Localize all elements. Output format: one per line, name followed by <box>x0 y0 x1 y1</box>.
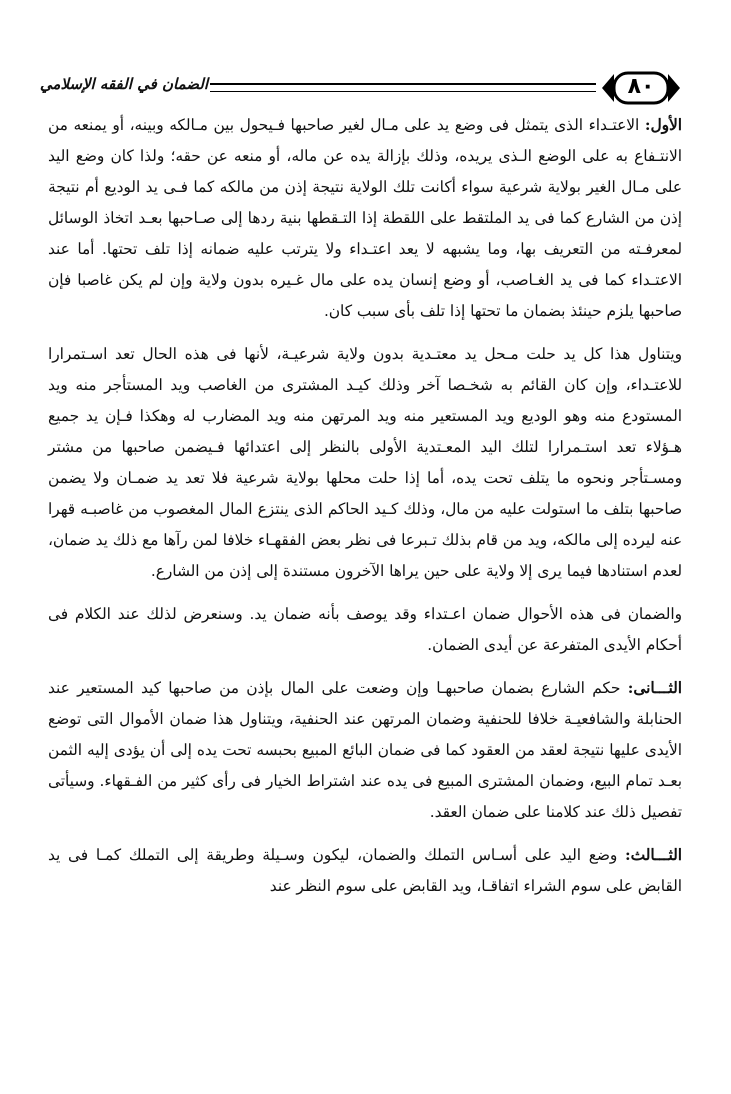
paragraph-text: حكم الشارع بضمان صاحبهـا وإن وضعت على المال بإذن من صاحبها كيد المستعير عند الحنابلة والشافعيـة خلافا للحنفية وضمان المرتهن عند الحنفية، ويتناول هذا ضمان الأموال التى توضع الأيدى عليها نتيجة لعقد من العقود كما فى ضمان البائع المبيع بحبسه تحت يده إلى أن يؤدى إليه الثمن بعـد تمام البيع، وضمان المشترى المبيع فى يده عند اشتراط الخيار فى رأى كثير من الفـقهاء. وسيأتى تفصيل ذلك عند كلامنا على ضمان العقد. <box>48 679 682 821</box>
paragraph-lead: الأول: <box>644 116 682 134</box>
paragraph-text: والضمان فى هذه الأحوال ضمان اعـتداء وقد يوصف بأنه ضمان يد. وسنعرض لذلك عند الكلام فى أحكام الأيدى المتفرعة عن أيدى الضمان. <box>48 605 682 654</box>
paragraph-text: وضع اليد على أسـاس التملك والضمان، ليكون وسـيلة وطريقة إلى التملك كمـا فى يد القابض على سوم الشراء اتفاقـا، ويد القابض على سوم النظر عند <box>48 846 682 895</box>
page-number: ٨٠ <box>627 74 655 99</box>
paragraph-second <box>48 339 682 587</box>
paragraph-third <box>48 599 682 661</box>
paragraph-text: ويتناول هذا كل يد حلت مـحل يد معتـدية بدون ولاية شرعيـة، لأنها فى هذه الحال تعد اسـتمرارا للاعتـداء، وإن كان القائم به شخـصا آخر وذلك كيـد المشترى من الغاصب ويد المستأجر منه ويد المستودع منه وهو الوديع ويد المستعير منه ويد المرتهن منه ويد المضارب له وهكذا فـإن يد جميع هـؤلاء تعد استـمرارا لتلك اليد المعـتدية الأولى بالنظر إلى اعتدائها فـيضمن صاحبها من مشتر ومسـتأجر ونحوه ما يتلف تحت يده، أما إذا حلت محلها بولاية شرعية فلا تعد يد ضمـان ولا يضمن صاحبها بتلف ما استولت عليه من مال، وذلك كـيد الحاكم الذى ينتزع المال المغصوب من غاصبـه قهرا عنه ليرده إلى مالكه، ويد من قام بذلك تـبرعا فى نظر بعض الفقهـاء خلافا لمن رآها مع ذلك يد ضمان، لعدم استنادها فيما يرى إلا ولاية على حين يراها الآخرون مستندة إلى إذن من الشارع. <box>48 345 682 580</box>
paragraph-lead: الثـــالث: <box>625 846 682 864</box>
running-title: الضمان في الفقه الإسلامي <box>39 75 208 93</box>
body-text <box>48 110 682 902</box>
header-rule <box>210 83 596 92</box>
paragraph-lead: الثـــانى: <box>627 679 682 697</box>
page-number-frame <box>600 70 682 106</box>
paragraph-fifth <box>48 840 682 902</box>
paragraph-fourth <box>48 673 682 828</box>
paragraph-first <box>48 110 682 327</box>
paragraph-text: الاعتـداء الذى يتمثل فى وضع يد على مـال لغير صاحبها فـيحول بين مـالكه وبينه، أو يمنعه من الانتـفاع به على الوضع الـذى يريده، وذلك بإزالة يده عن ماله، أو منعه عن حقه؛ ولذا كان وضع اليد على مـال الغير بولاية شرعية سواء أكانت تلك الولاية نتيجة إذن من مالكه كما فـى يد الوديع أم نتيجة إذن من الشارع كما فى يد الملتقط على اللقطة إذا التـقطها بنية ردها إلى صـاحبها بعـد اتخاذ الوسائل لمعرفـته من التعريف بها، وما يشبهه لا يعد اعتـداء ولا يترتب عليه ضمانه إذا تلف تحتها. أما عند الاعتـداء كما فى يد الغـاصب، أو وضع إنسان يده على مال غـيره بدون ولاية وإن لم يكن غاصبا فإن صاحبها يلزم حينئذ بضمان ما تحتها إذا تلف بأى سبب كان. <box>48 116 682 320</box>
page-header <box>39 66 682 110</box>
